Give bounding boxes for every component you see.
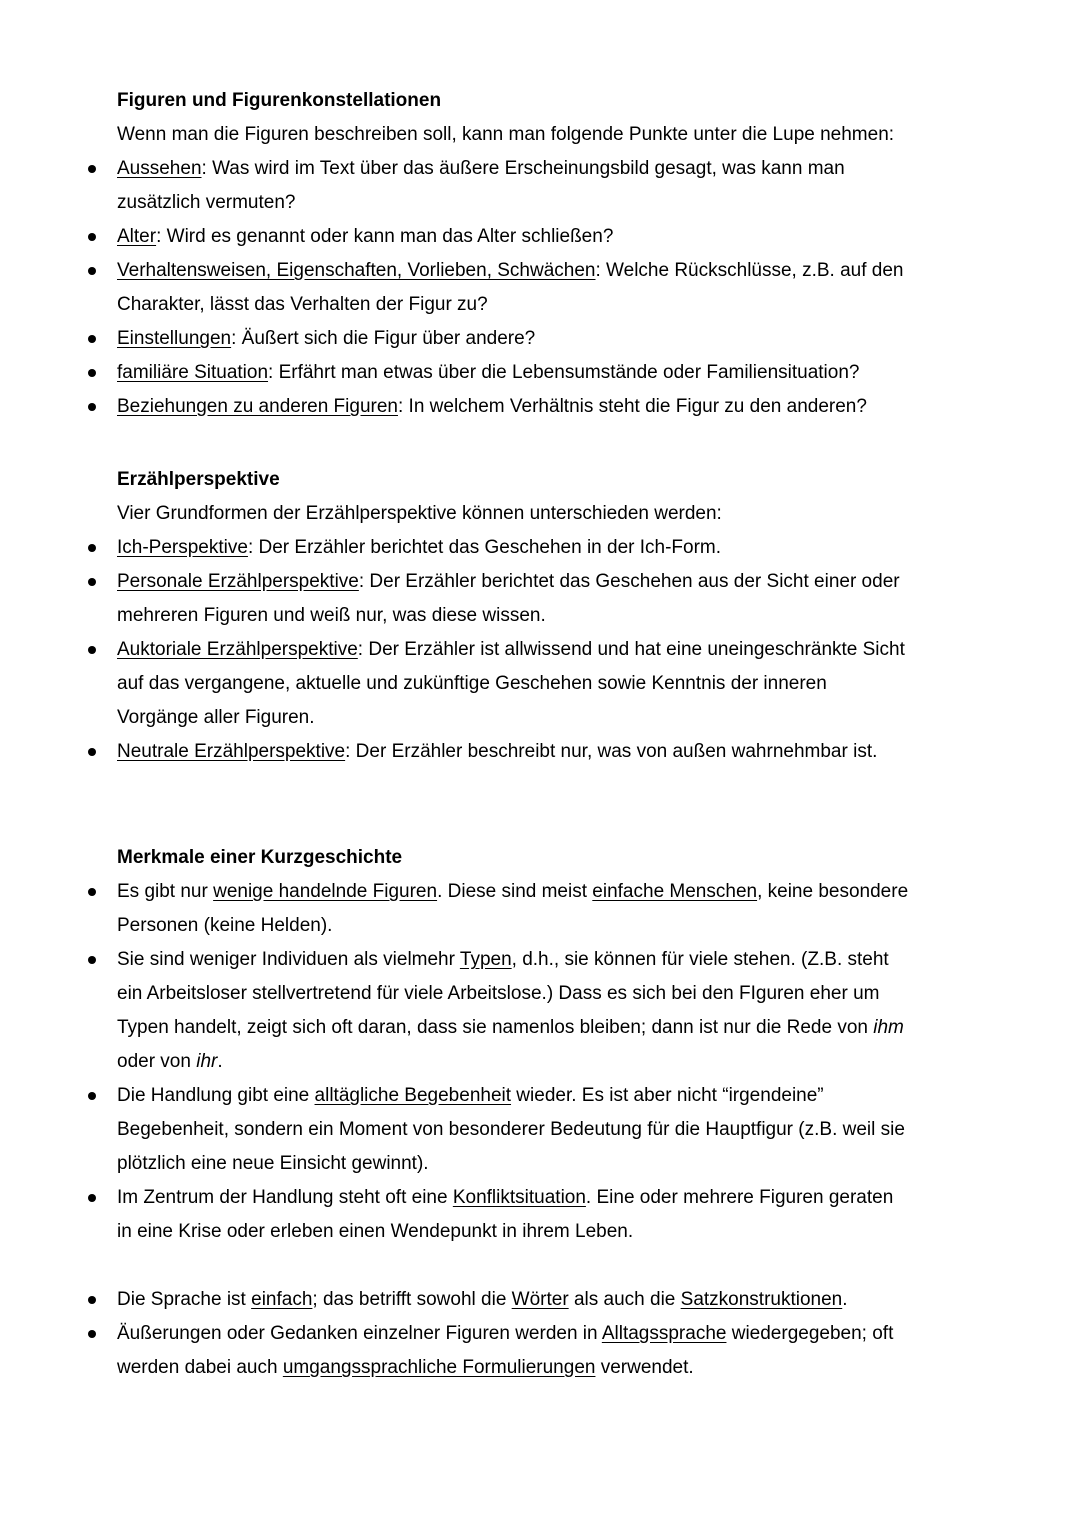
text-line	[117, 735, 962, 769]
text-run: Vorgänge aller Figuren.	[117, 707, 315, 728]
bullet-list	[117, 875, 962, 1385]
text-line	[117, 1181, 962, 1215]
text-line	[117, 1283, 962, 1317]
text-run: : Wird es genannt oder kann man das Alter schließen?	[156, 226, 614, 247]
bullet-dot-icon	[88, 748, 96, 756]
bullet-item	[117, 322, 962, 356]
text-run: Charakter, lässt das Verhalten der Figur zu?	[117, 294, 488, 315]
bullet-dot-icon	[88, 403, 96, 411]
underlined-term: umgangssprachliche Formulierungen	[282, 1357, 596, 1378]
text-run: : Erfährt man etwas über die Lebensumstände oder Familiensituation?	[268, 362, 860, 383]
text-line	[117, 633, 962, 667]
text-run: . Diese sind meist	[437, 881, 593, 902]
text-run: .	[842, 1289, 848, 1310]
section-intro: Vier Grundformen der Erzählperspektive können unterschieden werden:	[117, 503, 722, 524]
underlined-term: Satzkonstruktionen	[680, 1289, 843, 1310]
underlined-term: Einstellungen	[117, 328, 232, 349]
text-line	[117, 356, 962, 390]
bullet-item	[117, 1283, 962, 1317]
text-run: . Eine oder mehrere Figuren geraten	[585, 1187, 894, 1208]
bullet-item	[117, 735, 962, 769]
underlined-term: Auktoriale Erzählperspektive	[117, 639, 358, 660]
bullet-item	[117, 356, 962, 390]
bullet-dot-icon	[88, 369, 96, 377]
text-run: Begebenheit, sondern ein Moment von besonderer Bedeutung für die Hauptfigur (z.B. weil sie	[117, 1119, 905, 1140]
text-run: .	[217, 1051, 223, 1072]
text-line	[117, 1011, 962, 1045]
bullet-dot-icon	[88, 956, 96, 964]
text-line	[117, 1147, 962, 1181]
text-run: : Welche Rückschlüsse, z.B. auf den	[595, 260, 904, 281]
text-run: als auch die	[568, 1289, 681, 1310]
text-line	[117, 909, 962, 943]
text-run: : Was wird im Text über das äußere Erscheinungsbild gesagt, was kann man	[201, 158, 845, 179]
text-run: Äußerungen oder Gedanken einzelner Figuren werden in	[117, 1323, 602, 1344]
bullet-dot-icon	[88, 1296, 96, 1304]
text-line	[117, 186, 962, 220]
underlined-term: Verhaltensweisen, Eigenschaften, Vorlieben, Schwächen	[117, 260, 596, 281]
underlined-term: Neutrale Erzählperspektive	[117, 741, 346, 762]
text-line	[117, 288, 962, 322]
underlined-term: Alter	[117, 226, 157, 247]
text-run: ; das betrifft sowohl die	[312, 1289, 512, 1310]
bullet-item	[117, 1079, 962, 1181]
text-run: Typen handelt, zeigt sich oft daran, dass sie namenlos bleiben; dann ist nur die Rede von	[117, 1017, 874, 1038]
underlined-term: einfach	[251, 1289, 313, 1310]
text-line	[117, 1113, 962, 1147]
bullet-list	[117, 152, 962, 424]
bullet-item	[117, 390, 962, 424]
italic-term: ihm	[873, 1017, 904, 1038]
text-run: verwendet.	[595, 1357, 694, 1378]
bullet-dot-icon	[88, 578, 96, 586]
text-line	[117, 220, 962, 254]
bullet-item	[117, 943, 962, 1079]
bullet-dot-icon	[88, 1330, 96, 1338]
bullet-dot-icon	[88, 267, 96, 275]
underlined-term: alltägliche Begebenheit	[314, 1085, 512, 1106]
text-run: , d.h., sie können für viele stehen. (Z.B. steht	[511, 949, 889, 970]
bullet-dot-icon	[88, 1194, 96, 1202]
underlined-term: Ich-Perspektive	[117, 537, 248, 558]
text-run: Die Sprache ist	[117, 1289, 252, 1310]
text-run: oder von	[117, 1051, 197, 1072]
bullet-dot-icon	[88, 1092, 96, 1100]
section-merkmale-einer-kurzgeschichte	[117, 841, 962, 1385]
text-run: Es gibt nur	[117, 881, 214, 902]
text-run: wiedergegeben; oft	[726, 1323, 894, 1344]
text-line	[117, 599, 962, 633]
text-line	[117, 943, 962, 977]
bullet-item	[117, 633, 962, 735]
bullet-item	[117, 152, 962, 220]
bullet-list	[117, 531, 962, 769]
section-heading: Erzählperspektive	[117, 469, 280, 490]
text-line	[117, 1317, 962, 1351]
text-run: wieder. Es ist aber nicht “irgendeine”	[511, 1085, 824, 1106]
underlined-term: Aussehen	[117, 158, 202, 179]
text-run: plötzlich eine neue Einsicht gewinnt).	[117, 1153, 429, 1174]
text-run: zusätzlich vermuten?	[117, 192, 296, 213]
text-run: Sie sind weniger Individuen als vielmehr	[117, 949, 460, 970]
text-run: : Der Erzähler berichtet das Geschehen aus der Sicht einer oder	[358, 571, 900, 592]
bullet-dot-icon	[88, 233, 96, 241]
bullet-item	[117, 1181, 962, 1249]
bullet-item	[117, 1317, 962, 1385]
text-line	[117, 977, 962, 1011]
bullet-item	[117, 875, 962, 943]
text-run: mehreren Figuren und weiß nur, was diese wissen.	[117, 605, 546, 626]
underlined-term: Typen	[459, 949, 512, 970]
section-figuren-und-figurenkonstellationen	[117, 84, 962, 424]
text-line	[117, 152, 962, 186]
underlined-term: Personale Erzählperspektive	[117, 571, 359, 592]
underlined-term: Beziehungen zu anderen Figuren	[117, 396, 398, 417]
text-run: , keine besondere	[757, 881, 909, 902]
section-intro: Wenn man die Figuren beschreiben soll, kann man folgende Punkte unter die Lupe nehmen:	[117, 124, 895, 145]
text-run: Im Zentrum der Handlung steht oft eine	[117, 1187, 453, 1208]
underlined-term: Wörter	[511, 1289, 569, 1310]
text-line	[117, 701, 962, 735]
bullet-item	[117, 254, 962, 322]
text-run: : In welchem Verhältnis steht die Figur zu den anderen?	[397, 396, 867, 417]
text-run: : Der Erzähler beschreibt nur, was von außen wahrnehmbar ist.	[345, 741, 878, 762]
text-run: : Äußert sich die Figur über andere?	[231, 328, 536, 349]
bullet-dot-icon	[88, 888, 96, 896]
underlined-term: wenige handelnde Figuren	[213, 881, 438, 902]
section-erzaehlperspektive	[117, 463, 962, 769]
text-line	[117, 1045, 962, 1079]
text-line	[117, 254, 962, 288]
bullet-dot-icon	[88, 165, 96, 173]
bullet-item	[117, 565, 962, 633]
text-run: Die Handlung gibt eine	[117, 1085, 315, 1106]
text-line	[117, 322, 962, 356]
section-heading: Merkmale einer Kurzgeschichte	[117, 847, 403, 868]
text-line	[117, 390, 962, 424]
italic-term: ihr	[196, 1051, 218, 1072]
underlined-term: Alltagssprache	[601, 1323, 727, 1344]
underlined-term: familiäre Situation	[117, 362, 269, 383]
text-line	[117, 1215, 962, 1249]
bullet-dot-icon	[88, 544, 96, 552]
bullet-dot-icon	[88, 335, 96, 343]
text-line	[117, 875, 962, 909]
underlined-term: einfache Menschen	[592, 881, 758, 902]
bullet-item	[117, 220, 962, 254]
section-heading: Figuren und Figurenkonstellationen	[117, 90, 442, 111]
text-run: : Der Erzähler ist allwissend und hat eine uneingeschränkte Sicht	[357, 639, 905, 660]
text-line	[117, 531, 962, 565]
underlined-term: Konfliktsituation	[452, 1187, 586, 1208]
text-run: ein Arbeitsloser stellvertretend für viele Arbeitslose.) Dass es sich bei den FIguren eher um	[117, 983, 880, 1004]
text-line	[117, 565, 962, 599]
bullet-item	[117, 531, 962, 565]
text-line	[117, 1351, 962, 1385]
text-run: werden dabei auch	[117, 1357, 283, 1378]
text-run: Personen (keine Helden).	[117, 915, 333, 936]
text-run: auf das vergangene, aktuelle und zukünftige Geschehen sowie Kenntnis der inneren	[117, 673, 827, 694]
text-line	[117, 1079, 962, 1113]
text-run: : Der Erzähler berichtet das Geschehen in der Ich-Form.	[247, 537, 722, 558]
bullet-dot-icon	[88, 646, 96, 654]
text-run: in eine Krise oder erleben einen Wendepunkt in ihrem Leben.	[117, 1221, 634, 1242]
text-line	[117, 667, 962, 701]
